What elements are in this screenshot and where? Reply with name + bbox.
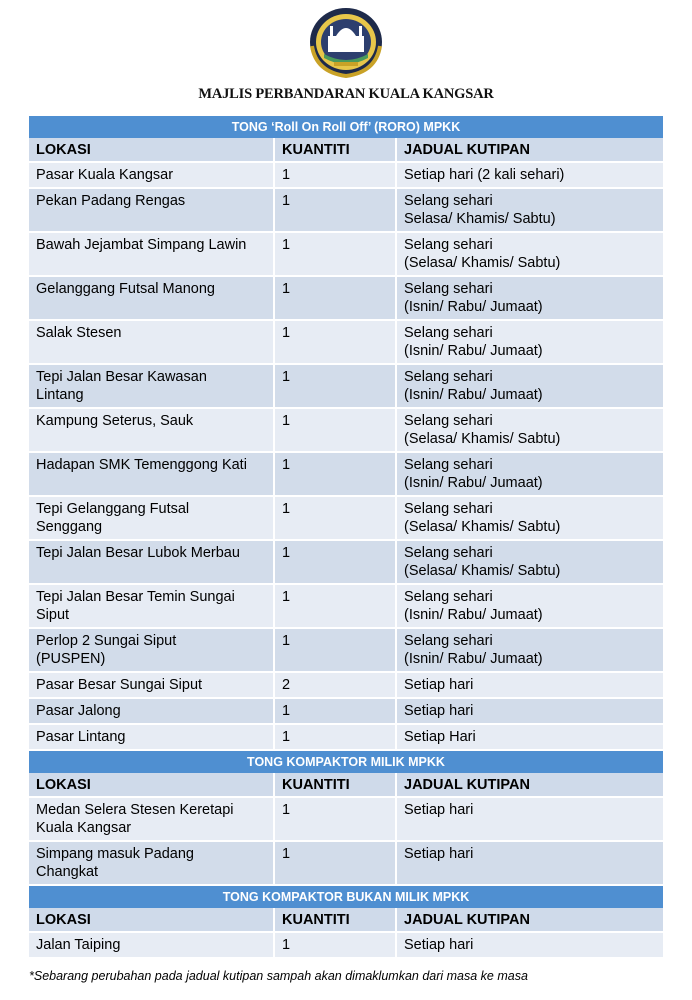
jadual-cell: Selang sehari (Isnin/ Rabu/ Jumaat) (404, 589, 543, 623)
table-row (29, 798, 663, 842)
kuantiti-cell: 1 (275, 699, 397, 723)
table-row (29, 453, 663, 497)
header-kuantiti: KUANTITI (275, 908, 397, 931)
lokasi-cell: Tepi Jalan Besar Temin Sungai Siput (29, 585, 275, 627)
kuantiti-cell: 1 (275, 842, 397, 884)
header-kuantiti: KUANTITI (275, 138, 397, 161)
table-row (29, 699, 663, 725)
kuantiti-cell: 1 (275, 541, 397, 583)
lokasi-cell: Pekan Padang Rengas (29, 189, 275, 231)
jadual-cell: Setiap hari (404, 703, 474, 719)
kuantiti-cell: 1 (275, 629, 397, 671)
table-row (29, 497, 663, 541)
section-title: TONG ‘Roll On Roll Off’ (RORO) MPKK (29, 116, 663, 138)
kuantiti-cell: 1 (275, 453, 397, 495)
kuantiti-cell: 1 (275, 233, 397, 275)
kuantiti-cell: 1 (275, 321, 397, 363)
kuantiti-cell: 1 (275, 933, 397, 957)
table-row (29, 321, 663, 365)
table-row (29, 189, 663, 233)
kuantiti-cell: 1 (275, 409, 397, 451)
lokasi-cell: Gelanggang Futsal Manong (29, 277, 275, 319)
kuantiti-cell: 1 (275, 277, 397, 319)
kuantiti-cell: 1 (275, 725, 397, 749)
table-row (29, 163, 663, 189)
table-row (29, 629, 663, 673)
jadual-cell: Selang sehari (Selasa/ Khamis/ Sabtu) (404, 545, 561, 579)
header-row (29, 908, 663, 933)
jadual-cell: Selang sehari (Isnin/ Rabu/ Jumaat) (404, 369, 543, 403)
crest-logo (306, 6, 386, 78)
lokasi-cell: Pasar Lintang (29, 725, 275, 749)
table-row (29, 933, 663, 959)
lokasi-cell: Salak Stesen (29, 321, 275, 363)
lokasi-cell: Hadapan SMK Temenggong Kati (29, 453, 275, 495)
header-lokasi: LOKASI (29, 908, 275, 931)
header-lokasi: LOKASI (29, 138, 275, 161)
jadual-cell: Setiap hari (404, 846, 474, 862)
kuantiti-cell: 1 (275, 497, 397, 539)
lokasi-cell: Perlop 2 Sungai Siput (PUSPEN) (29, 629, 275, 671)
jadual-cell: Selang sehari (Isnin/ Rabu/ Jumaat) (404, 281, 543, 315)
section-kompaktor-bukan-milik (29, 886, 663, 959)
kuantiti-cell: 1 (275, 365, 397, 407)
kuantiti-cell: 2 (275, 673, 397, 697)
lokasi-cell: Simpang masuk Padang Changkat (29, 842, 275, 884)
lokasi-cell: Tepi Gelanggang Futsal Senggang (29, 497, 275, 539)
footnote: *Sebarang perubahan pada jadual kutipan sampah akan dimaklumkan dari masa ke masa (29, 969, 528, 983)
kuantiti-cell: 1 (275, 163, 397, 187)
jadual-cell: Selang sehari (Isnin/ Rabu/ Jumaat) (404, 325, 543, 359)
jadual-cell: Selang sehari (Isnin/ Rabu/ Jumaat) (404, 457, 543, 491)
jadual-cell: Selang sehari (Selasa/ Khamis/ Sabtu) (404, 413, 561, 447)
jadual-cell: Setiap hari (404, 802, 474, 818)
lokasi-cell: Bawah Jejambat Simpang Lawin (29, 233, 275, 275)
lokasi-cell: Pasar Besar Sungai Siput (29, 673, 275, 697)
header-lokasi: LOKASI (29, 773, 275, 796)
table-row (29, 842, 663, 886)
table-row (29, 409, 663, 453)
jadual-cell: Selang sehari (Selasa/ Khamis/ Sabtu) (404, 237, 561, 271)
section-title: TONG KOMPAKTOR MILIK MPKK (29, 751, 663, 773)
table-row (29, 277, 663, 321)
header-jadual-kutipan: JADUAL KUTIPAN (404, 912, 530, 928)
lokasi-cell: Tepi Jalan Besar Kawasan Lintang (29, 365, 275, 407)
section-roro (29, 116, 663, 751)
kuantiti-cell: 1 (275, 189, 397, 231)
jadual-cell: Setiap hari (404, 677, 474, 693)
lokasi-cell: Medan Selera Stesen Keretapi Kuala Kangsar (29, 798, 275, 840)
header-row (29, 138, 663, 163)
organization-title: MAJLIS PERBANDARAN KUALA KANGSAR (198, 86, 494, 102)
jadual-cell: Selang sehari (Selasa/ Khamis/ Sabtu) (404, 501, 561, 535)
header-jadual-kutipan: JADUAL KUTIPAN (404, 142, 530, 158)
table-row (29, 541, 663, 585)
jadual-cell: Setiap Hari (404, 729, 476, 745)
jadual-cell: Setiap hari (404, 937, 474, 953)
header-row (29, 773, 663, 798)
header-kuantiti: KUANTITI (275, 773, 397, 796)
header-jadual-kutipan: JADUAL KUTIPAN (404, 777, 530, 793)
table-row (29, 233, 663, 277)
table-row (29, 673, 663, 699)
kuantiti-cell: 1 (275, 798, 397, 840)
collection-schedule-tables (29, 116, 663, 959)
lokasi-cell: Pasar Jalong (29, 699, 275, 723)
jadual-cell: Selang sehari Selasa/ Khamis/ Sabtu) (404, 193, 556, 227)
kuantiti-cell: 1 (275, 585, 397, 627)
lokasi-cell: Jalan Taiping (29, 933, 275, 957)
section-title: TONG KOMPAKTOR BUKAN MILIK MPKK (29, 886, 663, 908)
table-row (29, 725, 663, 751)
section-kompaktor-milik (29, 751, 663, 886)
table-row (29, 585, 663, 629)
lokasi-cell: Kampung Seterus, Sauk (29, 409, 275, 451)
lokasi-cell: Pasar Kuala Kangsar (29, 163, 275, 187)
table-row (29, 365, 663, 409)
jadual-cell: Setiap hari (2 kali sehari) (404, 167, 565, 183)
lokasi-cell: Tepi Jalan Besar Lubok Merbau (29, 541, 275, 583)
jadual-cell: Selang sehari (Isnin/ Rabu/ Jumaat) (404, 633, 543, 667)
